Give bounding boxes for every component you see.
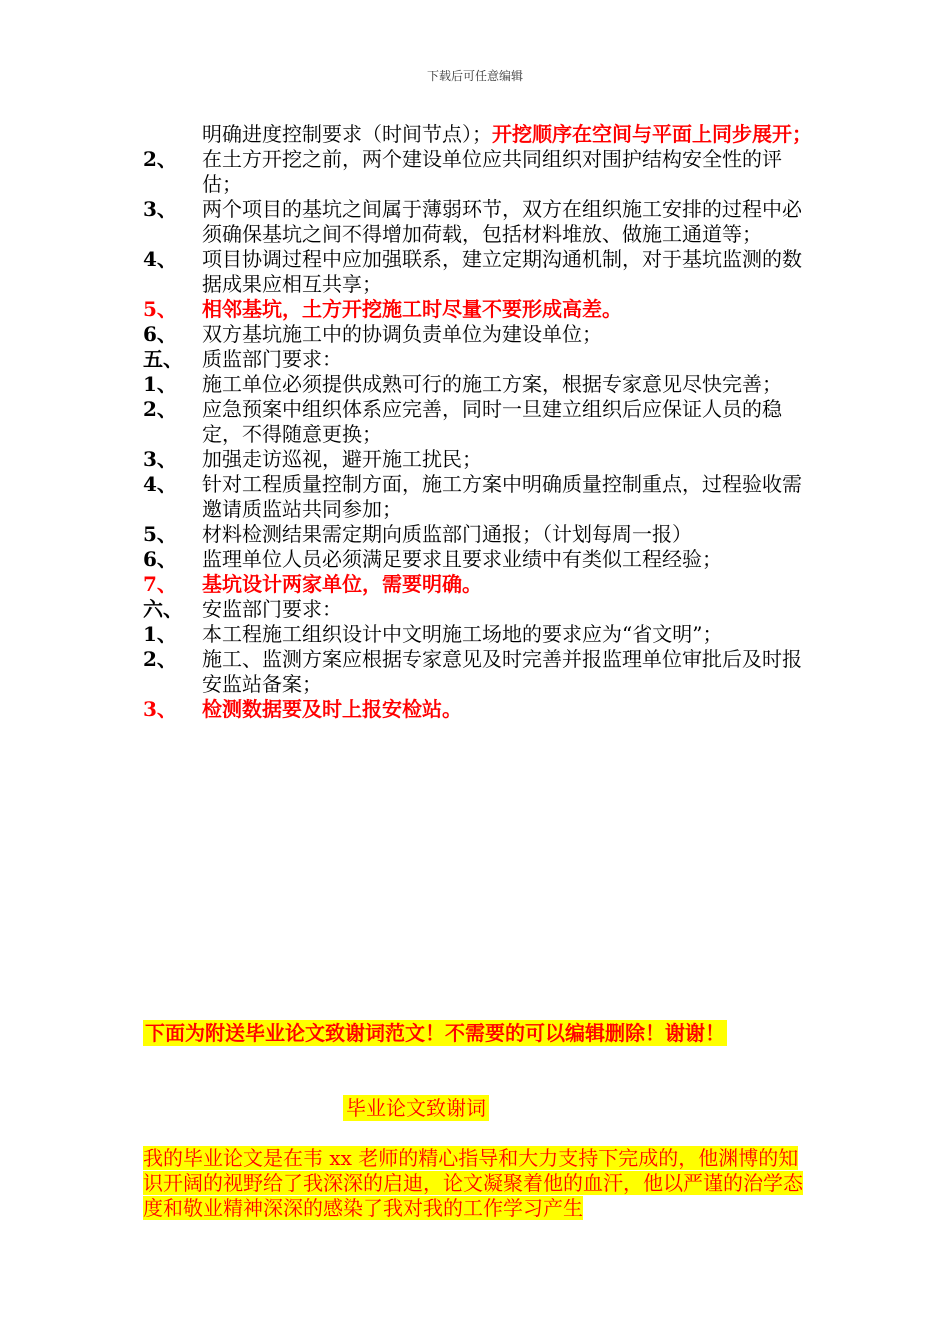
list-item: [143, 472, 813, 522]
body-text: 明确进度控制要求（时间节点）；: [202, 122, 492, 146]
item-text: [202, 447, 813, 472]
acknowledgement-title: 毕业论文致谢词: [343, 1095, 489, 1121]
item-number: 5、: [143, 522, 177, 546]
body-text: 材料检测结果需定期向质监部门通报；（计划每周一报）: [202, 522, 692, 546]
highlighted-text: 基坑设计两家单位，需要明确。: [202, 572, 482, 596]
item-text: [202, 297, 813, 322]
highlighted-text: 检测数据要及时上报安检站。: [202, 697, 462, 721]
item-text: [202, 622, 813, 647]
item-text: [202, 522, 813, 547]
item-text: [202, 322, 813, 347]
item-number: 4、: [143, 472, 177, 496]
item-number: 3、: [143, 697, 177, 721]
item-text: [202, 247, 813, 297]
meeting-requirements-list: [143, 122, 813, 722]
acknowledgement-body: [143, 1146, 807, 1221]
item-number: 3、: [143, 197, 177, 221]
body-text: 安监部门要求：: [202, 597, 342, 621]
list-item: [143, 247, 813, 297]
list-item: [143, 372, 813, 397]
list-item: [143, 297, 813, 322]
body-text: 施工单位必须提供成熟可行的施工方案，根据专家意见尽快完善；: [202, 372, 782, 396]
list-item: [143, 447, 813, 472]
body-text: 在土方开挖之前，两个建设单位应共同组织对围护结构安全性的评估；: [202, 147, 782, 196]
list-item: [143, 647, 813, 697]
item-number: 6、: [143, 547, 177, 571]
list-item: [143, 522, 813, 547]
item-number: 6、: [143, 322, 177, 346]
body-text: 本工程施工组织设计中文明施工场地的要求应为“省文明”；: [202, 622, 723, 646]
item-text: [202, 572, 813, 597]
list-item: [143, 597, 813, 622]
list-item: [143, 197, 813, 247]
body-text: 加强走访巡视，避开施工扰民；: [202, 447, 482, 471]
promo-banner: 下面为附送毕业论文致谢词范文！不需要的可以编辑删除！谢谢！: [145, 1021, 725, 1045]
item-text: [202, 697, 813, 722]
page-header: 下载后可任意编辑: [426, 69, 523, 83]
body-text: 施工、监测方案应根据专家意见及时完善并报监理单位审批后及时报安监站备案；: [202, 647, 802, 696]
list-item: [143, 347, 813, 372]
item-text: [202, 397, 813, 447]
body-text: 质监部门要求：: [202, 347, 342, 371]
item-text: [202, 647, 813, 697]
acknowledgement-text: 我的毕业论文是在韦 xx 老师的精心指导和大力支持下完成的，他渊博的知识开阔的视野给了我深深的启迪，论文凝聚着他的血汗，他以严谨的治学态度和敬业精神深深的感染了我对我的工作学习产生: [143, 1146, 803, 1220]
list-item: [143, 122, 813, 147]
item-number: 五、: [143, 347, 183, 371]
list-item: [143, 397, 813, 447]
item-text: [202, 197, 813, 247]
item-number: 1、: [143, 372, 177, 396]
item-number: 1、: [143, 622, 177, 646]
list-item: [143, 622, 813, 647]
list-item: [143, 147, 813, 197]
list-item: [143, 572, 813, 597]
item-number: 4、: [143, 247, 177, 271]
item-number: 5、: [143, 297, 177, 321]
list-item: [143, 547, 813, 572]
item-number: 2、: [143, 647, 177, 671]
item-text: [202, 472, 813, 522]
item-text: [202, 372, 813, 397]
item-number: 3、: [143, 447, 177, 471]
item-text: [202, 347, 813, 372]
highlighted-text: 开挖顺序在空间与平面上同步展开；: [492, 122, 812, 146]
item-text: [202, 147, 813, 197]
item-number: 2、: [143, 147, 177, 171]
body-text: 监理单位人员必须满足要求且要求业绩中有类似工程经验；: [202, 547, 722, 571]
highlighted-text: 相邻基坑，土方开挖施工时尽量不要形成高差。: [202, 297, 622, 321]
body-text: 应急预案中组织体系应完善，同时一旦建立组织后应保证人员的稳定，不得随意更换；: [202, 397, 782, 446]
list-item: [143, 697, 813, 722]
list-item: [143, 322, 813, 347]
body-text: 项目协调过程中应加强联系，建立定期沟通机制，对于基坑监测的数据成果应相互共享；: [202, 247, 802, 296]
item-text: [202, 547, 813, 572]
body-text: 双方基坑施工中的协调负责单位为建设单位；: [202, 322, 602, 346]
item-number: [143, 122, 202, 147]
item-text: [202, 122, 813, 147]
item-number: 2、: [143, 397, 177, 421]
item-number: 7、: [143, 572, 177, 596]
body-text: 针对工程质量控制方面，施工方案中明确质量控制重点，过程验收需邀请质监站共同参加；: [202, 472, 802, 521]
item-text: [202, 597, 813, 622]
item-number: 六、: [143, 597, 183, 621]
body-text: 两个项目的基坑之间属于薄弱环节，双方在组织施工安排的过程中必须确保基坑之间不得增加荷载，包括材料堆放、做施工通道等；: [202, 197, 802, 246]
